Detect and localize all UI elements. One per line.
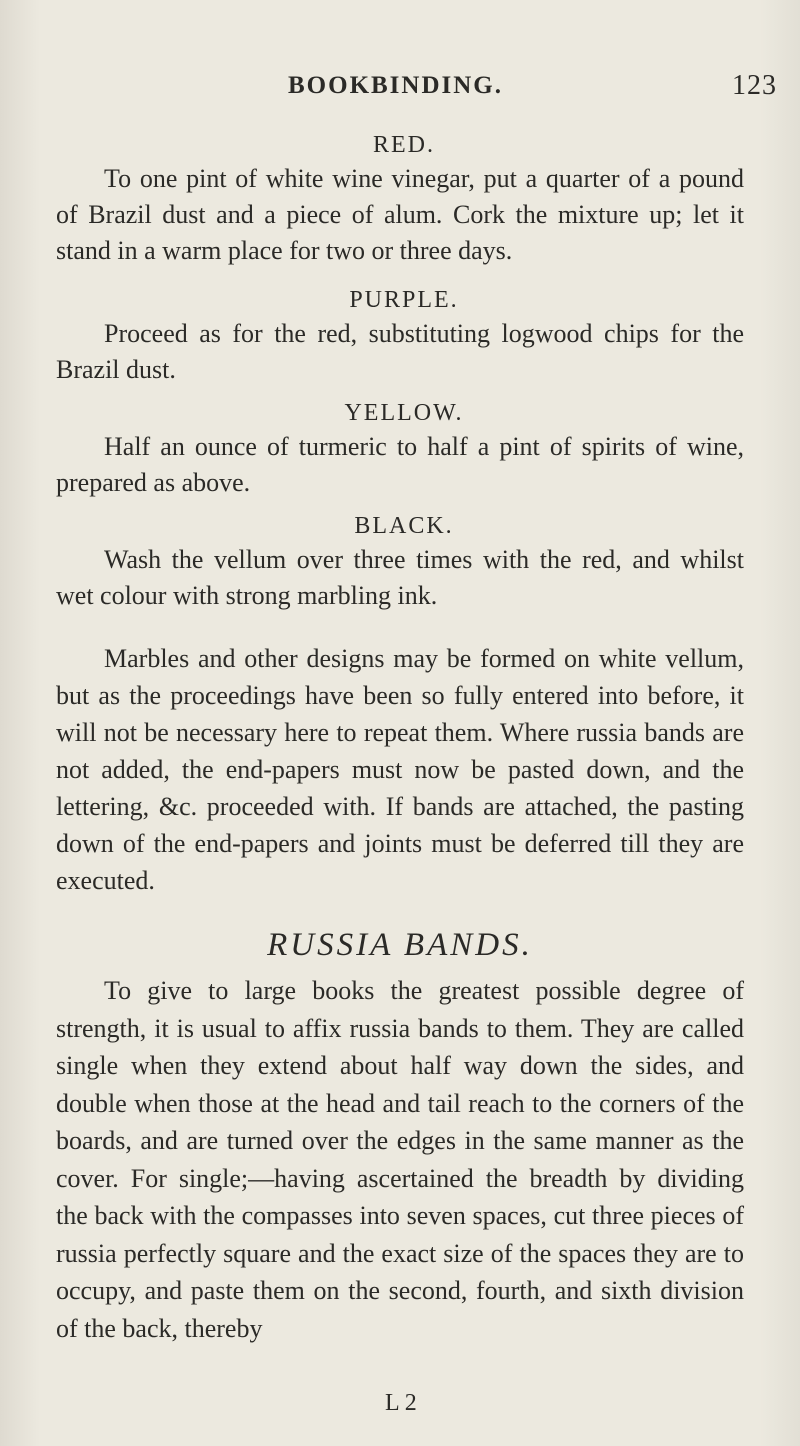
- running-title: BOOKBINDING.: [288, 72, 504, 99]
- text-block: [56, 132, 744, 1347]
- russia-bands-text: To give to large books the greatest possible degree of strength, it is usual to affix russia bands to them. They are called single when they extend about half way down the sides, and double when those at the head and tail reach to the corners of the boards, and are turned over the edges in the same manner as the cover. For single;—having ascertained the breadth by dividing the back with the compasses into seven spaces, cut three pieces of russia perfectly square and the exact size of the spaces they are to occupy, and paste them on the second, fourth, and sixth division of the back, thereby: [56, 976, 744, 1343]
- marbles-paragraph: Marbles and other designs may be formed on white vellum, but as the proceedings have been so fully entered into before, it will not be necessary here to repeat them. Where russia bands are not added, the end-papers must now be pasted down, and the lettering, &c. proceeded with. If bands are attached, the pasting down of the end-papers and joints must be deferred till they are executed.: [56, 644, 744, 895]
- section-heading-yellow: YELLOW.: [344, 400, 464, 426]
- section-heading-red: RED.: [373, 132, 435, 158]
- running-head: [0, 72, 800, 112]
- section-text-black: Wash the vellum over three times with the red, and whilst wet colour with strong marbling ink.: [56, 545, 744, 610]
- section-text-purple: Proceed as for the red, substituting logwood chips for the Brazil dust.: [56, 319, 744, 384]
- russia-bands-heading: RUSSIA BANDS.: [267, 927, 533, 963]
- signature-mark: L 2: [385, 1390, 417, 1416]
- section-heading-black: BLACK.: [354, 513, 454, 539]
- section-text-red: To one pint of white wine vinegar, put a quarter of a pound of Brazil dust and a piece of alum. Cork the mixture up; let it stand in a warm place for two or three days.: [56, 164, 744, 265]
- section-text-yellow: Half an ounce of turmeric to half a pint of spirits of wine, prepared as above.: [56, 432, 744, 497]
- page-number: 123: [732, 70, 777, 101]
- section-heading-purple: PURPLE.: [349, 287, 459, 313]
